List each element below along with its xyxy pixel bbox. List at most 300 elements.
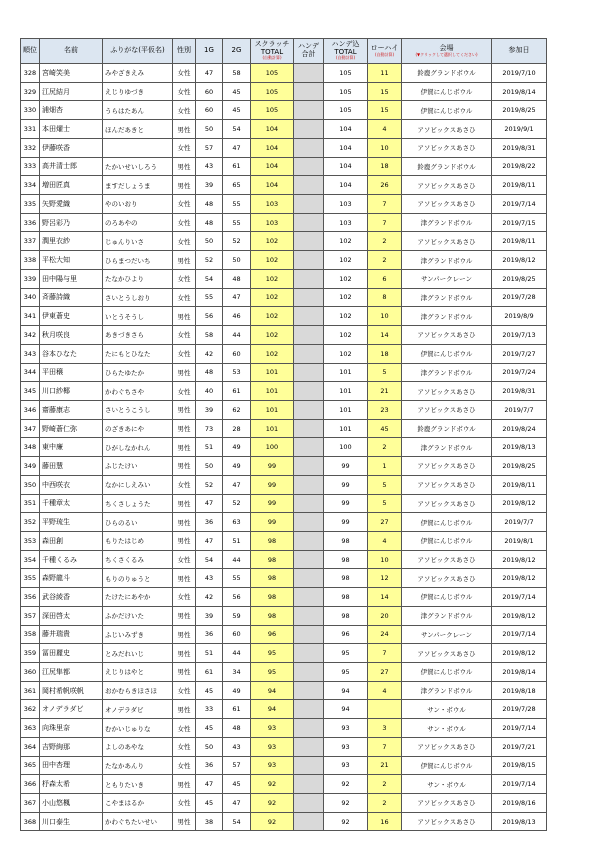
row-lowhigh-cell: 18: [368, 344, 402, 363]
row-venue-select[interactable]: アソビックスあさひ: [402, 195, 492, 214]
row-venue-select[interactable]: アソビックスあさひ: [402, 550, 492, 569]
row-venue-select[interactable]: 鈴鹿グランドボウル: [402, 419, 492, 438]
row-venue-select[interactable]: 伊賀にんじボウル: [402, 344, 492, 363]
row-kana-cell: あきづきさら: [103, 326, 173, 345]
row-venue-select[interactable]: 津グランドボウル: [402, 307, 492, 326]
row-rank-cell: 328: [21, 64, 40, 83]
row-kana-cell: のろあやの: [103, 213, 173, 232]
row-date-cell: 2019/9/1: [492, 120, 547, 139]
row-venue-select[interactable]: アソビックスあさひ: [402, 120, 492, 139]
row-handicap-cell[interactable]: [294, 513, 324, 532]
row-game2-cell: 45: [223, 82, 251, 101]
row-scratch-total-cell: 95: [251, 644, 294, 663]
row-game1-cell: 50: [196, 457, 223, 476]
row-game2-cell: 44: [223, 550, 251, 569]
row-rank-cell: 366: [21, 775, 40, 794]
table-row: [21, 438, 547, 457]
row-kana-cell: いとうそうし: [103, 307, 173, 326]
row-handicap-total-cell: 98: [324, 606, 368, 625]
row-rank-cell: 367: [21, 794, 40, 813]
row-lowhigh-cell: 45: [368, 419, 402, 438]
row-gender-cell: 男性: [173, 775, 196, 794]
row-gender-cell: 女性: [173, 288, 196, 307]
row-date-cell: 2019/8/11: [492, 176, 547, 195]
table-row: [21, 213, 547, 232]
row-scratch-total-cell: 92: [251, 794, 294, 813]
row-kana-cell: オノデラダビ: [103, 700, 173, 719]
row-game1-cell: 45: [196, 681, 223, 700]
row-scratch-total-cell: 104: [251, 157, 294, 176]
row-rank-cell: 329: [21, 82, 40, 101]
row-venue-select[interactable]: 津グランドボウル: [402, 213, 492, 232]
row-scratch-total-cell: 102: [251, 307, 294, 326]
row-kana-cell: さいとうこうし: [103, 400, 173, 419]
row-date-cell: 2019/8/1: [492, 531, 547, 550]
header-date: 参加日: [492, 39, 547, 64]
row-name-cell: 中西咲衣: [40, 475, 103, 494]
row-gender-cell: 男性: [173, 400, 196, 419]
row-handicap-cell[interactable]: [294, 438, 324, 457]
row-venue-select[interactable]: 伊賀にんじボウル: [402, 513, 492, 532]
row-game2-cell: 55: [223, 213, 251, 232]
row-handicap-cell[interactable]: [294, 195, 324, 214]
row-game1-cell: 39: [196, 176, 223, 195]
row-scratch-total-cell: 102: [251, 344, 294, 363]
row-rank-cell: 341: [21, 307, 40, 326]
row-date-cell: 2019/7/15: [492, 213, 547, 232]
row-game1-cell: 51: [196, 438, 223, 457]
row-rank-cell: 356: [21, 588, 40, 607]
row-gender-cell: 男性: [173, 513, 196, 532]
header-kana: ふりがな(平仮名): [103, 39, 173, 64]
row-handicap-cell[interactable]: [294, 588, 324, 607]
row-kana-cell: ひらまつだいち: [103, 251, 173, 270]
row-scratch-total-cell: 94: [251, 700, 294, 719]
table-body: [21, 64, 547, 831]
row-handicap-total-cell: 99: [324, 475, 368, 494]
row-game1-cell: 47: [196, 64, 223, 83]
row-kana-cell: うらはたあん: [103, 101, 173, 120]
row-scratch-total-cell: 103: [251, 213, 294, 232]
row-handicap-cell[interactable]: [294, 138, 324, 157]
table-row: [21, 326, 547, 345]
row-game1-cell: 47: [196, 775, 223, 794]
row-kana-cell: たなかあんり: [103, 756, 173, 775]
row-handicap-total-cell: 95: [324, 663, 368, 682]
row-gender-cell: 男性: [173, 700, 196, 719]
row-scratch-total-cell: 92: [251, 812, 294, 831]
row-venue-select[interactable]: アソビックスあさひ: [402, 794, 492, 813]
table-row: [21, 157, 547, 176]
row-venue-select[interactable]: サンパークレーン: [402, 269, 492, 288]
row-date-cell: 2019/8/25: [492, 269, 547, 288]
table-row: [21, 82, 547, 101]
table-row: [21, 550, 547, 569]
row-handicap-total-cell: 104: [324, 157, 368, 176]
row-kana-cell: えじりゆづき: [103, 82, 173, 101]
row-kana-cell: ちくさくるみ: [103, 550, 173, 569]
row-handicap-cell[interactable]: [294, 569, 324, 588]
row-rank-cell: 344: [21, 363, 40, 382]
row-game2-cell: 47: [223, 288, 251, 307]
row-gender-cell: 男性: [173, 363, 196, 382]
row-handicap-total-cell: 102: [324, 344, 368, 363]
row-handicap-cell[interactable]: [294, 419, 324, 438]
row-handicap-cell[interactable]: [294, 812, 324, 831]
row-date-cell: 2019/8/31: [492, 382, 547, 401]
row-lowhigh-cell: 2: [368, 775, 402, 794]
row-handicap-total-cell: 99: [324, 513, 368, 532]
row-game2-cell: 52: [223, 232, 251, 251]
row-handicap-cell[interactable]: [294, 251, 324, 270]
row-handicap-cell[interactable]: [294, 176, 324, 195]
row-date-cell: 2019/7/14: [492, 625, 547, 644]
row-venue-select[interactable]: サン・ボウル: [402, 775, 492, 794]
row-game2-cell: 34: [223, 663, 251, 682]
row-lowhigh-cell: 16: [368, 812, 402, 831]
row-name-cell: 杼森太希: [40, 775, 103, 794]
table-row: [21, 251, 547, 270]
row-rank-cell: 332: [21, 138, 40, 157]
row-kana-cell: なかにしえみい: [103, 475, 173, 494]
row-date-cell: 2019/8/18: [492, 681, 547, 700]
row-handicap-cell[interactable]: [294, 120, 324, 139]
row-venue-select[interactable]: アソビックスあさひ: [402, 812, 492, 831]
row-venue-select[interactable]: 伊賀にんじボウル: [402, 531, 492, 550]
row-venue-select[interactable]: 津グランドボウル: [402, 438, 492, 457]
row-venue-select[interactable]: 鈴鹿グランドボウル: [402, 64, 492, 83]
row-game2-cell: 47: [223, 138, 251, 157]
header-gender: 性別: [173, 39, 196, 64]
row-scratch-total-cell: 102: [251, 232, 294, 251]
row-lowhigh-cell: 1: [368, 457, 402, 476]
row-lowhigh-cell: 20: [368, 606, 402, 625]
row-scratch-total-cell: 94: [251, 681, 294, 700]
row-handicap-cell[interactable]: [294, 269, 324, 288]
row-gender-cell: 男性: [173, 625, 196, 644]
row-rank-cell: 338: [21, 251, 40, 270]
row-handicap-cell[interactable]: [294, 737, 324, 756]
row-gender-cell: 女性: [173, 344, 196, 363]
row-handicap-cell[interactable]: [294, 775, 324, 794]
row-handicap-cell[interactable]: [294, 663, 324, 682]
table-row: [21, 588, 547, 607]
row-handicap-total-cell: 98: [324, 550, 368, 569]
row-handicap-cell[interactable]: [294, 606, 324, 625]
row-venue-select[interactable]: アソビックスあさひ: [402, 382, 492, 401]
header-scratch-label: スクラッチ: [254, 40, 290, 49]
row-scratch-total-cell: 101: [251, 363, 294, 382]
row-rank-cell: 361: [21, 681, 40, 700]
row-rank-cell: 346: [21, 400, 40, 419]
row-handicap-cell[interactable]: [294, 756, 324, 775]
row-game1-cell: 60: [196, 82, 223, 101]
row-name-cell: 川口紗椰: [40, 382, 103, 401]
row-handicap-cell[interactable]: [294, 400, 324, 419]
header-scratch-note: (自動計算): [262, 55, 282, 61]
row-handicap-cell[interactable]: [294, 157, 324, 176]
row-gender-cell: 男性: [173, 663, 196, 682]
row-gender-cell: 男性: [173, 606, 196, 625]
row-kana-cell: よしのあやな: [103, 737, 173, 756]
row-handicap-cell[interactable]: [294, 681, 324, 700]
row-handicap-cell[interactable]: [294, 531, 324, 550]
row-kana-cell: えじりはやと: [103, 663, 173, 682]
row-venue-select[interactable]: アソビックスあさひ: [402, 138, 492, 157]
row-game1-cell: 60: [196, 101, 223, 120]
row-game2-cell: 45: [223, 775, 251, 794]
row-name-cell: 齋藤康志: [40, 400, 103, 419]
row-handicap-total-cell: 98: [324, 588, 368, 607]
row-venue-select[interactable]: アソビックスあさひ: [402, 326, 492, 345]
row-date-cell: 2019/8/24: [492, 419, 547, 438]
row-name-cell: 秋月咲良: [40, 326, 103, 345]
row-handicap-cell[interactable]: [294, 64, 324, 83]
row-venue-select[interactable]: 鈴鹿グランドボウル: [402, 157, 492, 176]
row-game2-cell: 45: [223, 101, 251, 120]
row-venue-select[interactable]: アソビックスあさひ: [402, 457, 492, 476]
row-date-cell: 2019/8/25: [492, 457, 547, 476]
row-handicap-cell[interactable]: [294, 307, 324, 326]
row-venue-select[interactable]: 津グランドボウル: [402, 251, 492, 270]
table-row: [21, 719, 547, 738]
table-row: [21, 269, 547, 288]
row-kana-cell: かわぐちさや: [103, 382, 173, 401]
row-lowhigh-cell: 27: [368, 513, 402, 532]
row-handicap-total-cell: 99: [324, 494, 368, 513]
table-row: [21, 756, 547, 775]
row-date-cell: 2019/7/28: [492, 700, 547, 719]
row-scratch-total-cell: 102: [251, 251, 294, 270]
row-handicap-cell[interactable]: [294, 213, 324, 232]
header-venue: [402, 39, 492, 64]
row-game2-cell: 60: [223, 625, 251, 644]
row-game2-cell: 51: [223, 531, 251, 550]
row-venue-select[interactable]: サンパークレーン: [402, 625, 492, 644]
row-venue-select[interactable]: 津グランドボウル: [402, 363, 492, 382]
row-handicap-cell[interactable]: [294, 232, 324, 251]
row-gender-cell: 女性: [173, 681, 196, 700]
row-game1-cell: 50: [196, 737, 223, 756]
row-lowhigh-cell: 7: [368, 644, 402, 663]
row-gender-cell: 男性: [173, 644, 196, 663]
row-venue-select[interactable]: アソビックスあさひ: [402, 737, 492, 756]
row-handicap-cell[interactable]: [294, 82, 324, 101]
row-name-cell: 平野琉生: [40, 513, 103, 532]
row-handicap-total-cell: 103: [324, 213, 368, 232]
row-handicap-cell[interactable]: [294, 344, 324, 363]
row-game1-cell: 45: [196, 719, 223, 738]
row-rank-cell: 362: [21, 700, 40, 719]
row-handicap-total-cell: 105: [324, 101, 368, 120]
row-date-cell: 2019/8/12: [492, 494, 547, 513]
row-handicap-cell[interactable]: [294, 382, 324, 401]
row-game1-cell: 39: [196, 400, 223, 419]
row-kana-cell: もりのりゅうと: [103, 569, 173, 588]
row-handicap-cell[interactable]: [294, 475, 324, 494]
row-handicap-cell[interactable]: [294, 719, 324, 738]
row-handicap-total-cell: 104: [324, 138, 368, 157]
row-handicap-cell[interactable]: [294, 625, 324, 644]
row-game2-cell: 52: [223, 494, 251, 513]
row-game1-cell: 50: [196, 120, 223, 139]
row-kana-cell: [103, 138, 173, 157]
row-handicap-total-cell: 104: [324, 120, 368, 139]
row-date-cell: 2019/7/28: [492, 288, 547, 307]
row-handicap-cell[interactable]: [294, 550, 324, 569]
header-lowhigh: [368, 39, 402, 64]
row-venue-select[interactable]: アソビックスあさひ: [402, 400, 492, 419]
row-date-cell: 2019/8/14: [492, 82, 547, 101]
row-lowhigh-cell: 5: [368, 363, 402, 382]
row-name-cell: 増田匠真: [40, 176, 103, 195]
row-scratch-total-cell: 95: [251, 663, 294, 682]
row-venue-select[interactable]: 津グランドボウル: [402, 681, 492, 700]
row-venue-select[interactable]: アソビックスあさひ: [402, 475, 492, 494]
table-row: [21, 400, 547, 419]
row-lowhigh-cell: 2: [368, 232, 402, 251]
row-gender-cell: 女性: [173, 475, 196, 494]
row-venue-select[interactable]: アソビックスあさひ: [402, 494, 492, 513]
row-venue-select[interactable]: アソビックスあさひ: [402, 569, 492, 588]
row-rank-cell: 352: [21, 513, 40, 532]
row-kana-cell: ひがしなかれん: [103, 438, 173, 457]
row-name-cell: オノデラダビ: [40, 700, 103, 719]
row-venue-select[interactable]: 伊賀にんじボウル: [402, 663, 492, 682]
row-name-cell: 田中杏理: [40, 756, 103, 775]
row-venue-select[interactable]: 伊賀にんじボウル: [402, 82, 492, 101]
row-game2-cell: 61: [223, 382, 251, 401]
row-name-cell: 浦畑杏: [40, 101, 103, 120]
row-venue-select[interactable]: サン・ボウル: [402, 700, 492, 719]
row-name-cell: 冨田麗史: [40, 644, 103, 663]
header-venue-note: (▼クリックして選択してください): [415, 51, 478, 57]
row-venue-select[interactable]: 津グランドボウル: [402, 288, 492, 307]
row-handicap-cell[interactable]: [294, 363, 324, 382]
row-date-cell: 2019/8/12: [492, 251, 547, 270]
row-kana-cell: たなかひより: [103, 269, 173, 288]
row-venue-select[interactable]: 伊賀にんじボウル: [402, 756, 492, 775]
row-lowhigh-cell: 2: [368, 794, 402, 813]
row-handicap-total-cell: 96: [324, 625, 368, 644]
row-handicap-total-cell: 104: [324, 176, 368, 195]
row-rank-cell: 360: [21, 663, 40, 682]
row-venue-select[interactable]: 津グランドボウル: [402, 606, 492, 625]
row-venue-select[interactable]: 伊賀にんじボウル: [402, 101, 492, 120]
table-row: [21, 606, 547, 625]
row-gender-cell: 女性: [173, 382, 196, 401]
row-name-cell: 森田創: [40, 531, 103, 550]
row-gender-cell: 女性: [173, 232, 196, 251]
row-game2-cell: 56: [223, 588, 251, 607]
table-row: [21, 288, 547, 307]
row-handicap-cell[interactable]: [294, 288, 324, 307]
row-handicap-cell[interactable]: [294, 700, 324, 719]
row-lowhigh-cell: 15: [368, 82, 402, 101]
table-row: [21, 644, 547, 663]
row-game1-cell: 36: [196, 513, 223, 532]
row-game2-cell: 43: [223, 737, 251, 756]
row-gender-cell: 女性: [173, 138, 196, 157]
row-handicap-cell[interactable]: [294, 457, 324, 476]
row-venue-select[interactable]: アソビックスあさひ: [402, 644, 492, 663]
row-gender-cell: 女性: [173, 82, 196, 101]
row-scratch-total-cell: 93: [251, 756, 294, 775]
row-scratch-total-cell: 98: [251, 588, 294, 607]
row-venue-select[interactable]: サン・ボウル: [402, 719, 492, 738]
row-game1-cell: 33: [196, 700, 223, 719]
row-game1-cell: 47: [196, 531, 223, 550]
row-kana-cell: ひらたゆたか: [103, 363, 173, 382]
row-handicap-cell[interactable]: [294, 794, 324, 813]
header-lowhigh-label: ローハイ: [370, 43, 399, 52]
row-date-cell: 2019/8/13: [492, 812, 547, 831]
row-game1-cell: 43: [196, 157, 223, 176]
header-row: [21, 39, 547, 64]
row-venue-select[interactable]: アソビックスあさひ: [402, 232, 492, 251]
row-name-cell: 千種くるみ: [40, 550, 103, 569]
row-handicap-cell[interactable]: [294, 101, 324, 120]
row-rank-cell: 335: [21, 195, 40, 214]
row-date-cell: 2019/8/12: [492, 569, 547, 588]
row-lowhigh-cell: 21: [368, 756, 402, 775]
row-game2-cell: 47: [223, 475, 251, 494]
row-name-cell: 伊藤咲香: [40, 138, 103, 157]
row-handicap-total-cell: 92: [324, 775, 368, 794]
header-handicap-total: [324, 39, 368, 64]
row-kana-cell: もりたはじめ: [103, 531, 173, 550]
row-lowhigh-cell: 8: [368, 288, 402, 307]
row-scratch-total-cell: 101: [251, 400, 294, 419]
row-handicap-cell[interactable]: [294, 644, 324, 663]
row-scratch-total-cell: 93: [251, 737, 294, 756]
row-scratch-total-cell: 98: [251, 531, 294, 550]
row-game1-cell: 54: [196, 550, 223, 569]
row-handicap-total-cell: 102: [324, 232, 368, 251]
row-scratch-total-cell: 104: [251, 138, 294, 157]
row-scratch-total-cell: 100: [251, 438, 294, 457]
row-handicap-cell[interactable]: [294, 326, 324, 345]
row-game1-cell: 39: [196, 606, 223, 625]
row-lowhigh-cell: [368, 700, 402, 719]
row-lowhigh-cell: 23: [368, 400, 402, 419]
table-row: [21, 475, 547, 494]
row-handicap-cell[interactable]: [294, 494, 324, 513]
row-lowhigh-cell: 10: [368, 307, 402, 326]
row-name-cell: 矢野愛織: [40, 195, 103, 214]
row-gender-cell: 男性: [173, 569, 196, 588]
row-gender-cell: 男性: [173, 120, 196, 139]
row-handicap-total-cell: 93: [324, 737, 368, 756]
row-date-cell: 2019/7/27: [492, 344, 547, 363]
row-scratch-total-cell: 96: [251, 625, 294, 644]
row-venue-select[interactable]: 伊賀にんじボウル: [402, 588, 492, 607]
row-name-cell: 高井清士郎: [40, 157, 103, 176]
row-lowhigh-cell: 10: [368, 550, 402, 569]
header-name: 名前: [40, 39, 103, 64]
row-game2-cell: 53: [223, 363, 251, 382]
row-gender-cell: 男性: [173, 438, 196, 457]
table-row: [21, 195, 547, 214]
row-venue-select[interactable]: アソビックスあさひ: [402, 176, 492, 195]
table-row: [21, 494, 547, 513]
header-handicap-sum-label: 合計: [301, 50, 316, 58]
row-date-cell: 2019/8/15: [492, 756, 547, 775]
row-handicap-total-cell: 105: [324, 82, 368, 101]
row-gender-cell: 男性: [173, 812, 196, 831]
row-handicap-total-cell: 98: [324, 569, 368, 588]
row-rank-cell: 334: [21, 176, 40, 195]
